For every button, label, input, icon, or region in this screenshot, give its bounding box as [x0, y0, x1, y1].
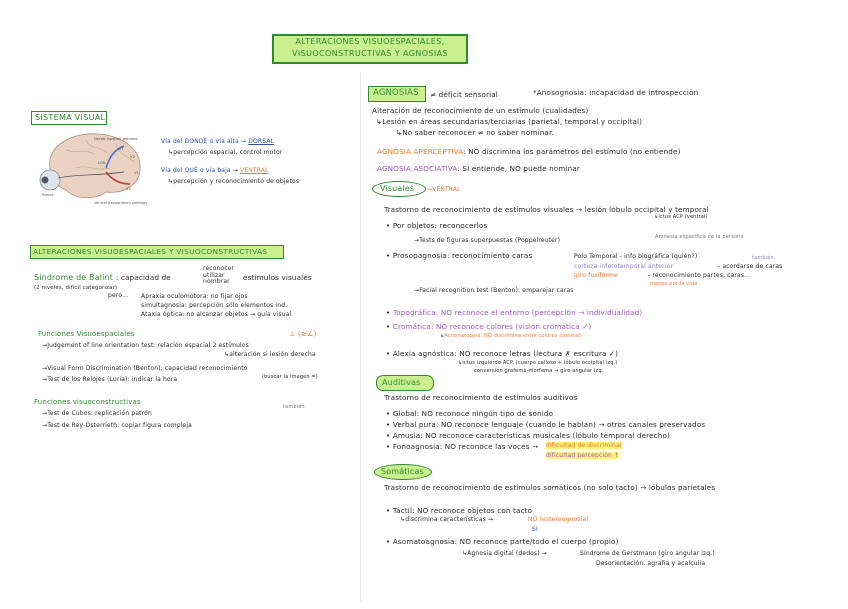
auditivas-intro: Trastorno de reconocimiento de estímulos auditivos — [384, 393, 578, 402]
aud-item-verbal: • Verbal pura: NO reconoce lenguaje (cuando le hablan) → otros canales preservados — [386, 420, 706, 429]
vis-item-alexia: • Alexia agnóstica: NO reconoce letras (lectura ✗ escritura ✓) — [386, 349, 619, 358]
somaticas-intro: Trastorno de reconocimiento de estímulos somáticos (no solo tacto) → lóbulos parietales — [384, 483, 716, 492]
visuales-intro: Trastorno de reconocimiento de estímulos visuales → lesión lóbulo occipital y temporal — [384, 205, 709, 214]
mt-label: MT — [118, 147, 124, 151]
agnosias-heading: AGNOSIAS — [373, 88, 419, 98]
vis-item-giro-fusiforme: giro fusiforme — [574, 272, 618, 279]
funciones-vis-item-1: →Judgement of line orientation test: relación espacial 2 estímulos — [42, 342, 249, 349]
funciones-vis-label: Funciones Visuoespaciales — [38, 330, 135, 338]
retina-label: Retina — [42, 193, 54, 197]
agnosia-asociativa: AGNOSIA ASOCIATIVA: SI entiende, NO puede nominar — [377, 164, 581, 173]
somaticas-heading: Somáticas — [381, 467, 424, 476]
title-line-2: VISUOCONSTRUCTIVAS Y AGNOSIAS — [291, 49, 449, 58]
page-title — [272, 34, 468, 64]
via-que: Vía del QUÉ o vía baja → VENTRAL — [161, 167, 269, 174]
aud-item-percepcion: dificultad percepción ↑ — [546, 452, 620, 459]
auditivas-heading: Auditivas — [382, 378, 421, 387]
vis-item-reconocimiento: - reconocimiento partes, caras… — [648, 272, 751, 279]
faint-note: también — [283, 404, 305, 410]
title-line-1: ALTERACIONES VISUOESPACIALES, — [295, 37, 445, 46]
ventral-label: Ventral (recognition) pathway — [94, 201, 148, 205]
vis-item-acordarse: - acordarse de caras — [718, 263, 783, 270]
via-donde: Vía del DONDE o vía alta → DORSAL — [161, 138, 275, 145]
anosognosia-note: *Anosognosia: incapacidad de introspección — [533, 88, 699, 97]
column-divider — [360, 72, 361, 602]
aud-item-amusia: • Amusia: NO reconoce características musicales (lóbulo temporal derecho) — [386, 431, 670, 440]
funciones-cons-label: Funciones visuoconstructivas — [34, 398, 141, 406]
v1-label: V1 — [134, 171, 139, 175]
visuales-heading: Visuales — [380, 184, 415, 193]
balint-desc: : capacidad de — [116, 273, 171, 282]
agnosia-def-3: ↳No saber reconocer ≠ no saber nominar. — [396, 128, 554, 137]
vis-item-conversion: conversión grafema-morfema → giro angular izq. — [474, 368, 604, 374]
som-item-gerstmann: Síndrome de Gerstmann (giro angular izq.) — [580, 550, 715, 557]
lgn-label: LGN — [98, 161, 106, 165]
balint-item-1: Apraxia oculomotora: no fijar ojos — [141, 293, 248, 300]
vis-item-ictus-izq: ↳ictus izquierdo ACP. (cuerpo calloso + lóbulo occipital izq.) — [458, 360, 618, 366]
dorsal-label: Dorsal (spatial) pathway — [94, 137, 139, 141]
vis-note-tambien: también — [752, 255, 774, 261]
balint-tail: estímulos visuales — [243, 273, 312, 282]
via-que-desc: ↳percepción y reconocimiento de objetos — [168, 178, 300, 185]
mark-note: ⊥ (≥∠) — [289, 329, 317, 338]
v2-label: V2 — [130, 155, 135, 159]
agnosia-aperceptiva: AGNOSIA APERCEPTIVA: NO discrimina los parámetros del estímulo (no entiende) — [377, 147, 681, 156]
vis-item-cromatica: • Cromática: NO reconoce colores (visión cromática ✓) — [386, 322, 592, 331]
via-donde-desc: ↳percepción espacial, control motor — [168, 149, 283, 156]
agnosias-heading-note: ≠ déficit sensorial — [430, 90, 498, 99]
vis-note-menos: menos por la vida — [650, 281, 698, 287]
aud-item-discriminar: dificultad de discriminar — [546, 442, 623, 449]
funciones-cons-item-2: →Test de Rey-Osterrieth: copiar figura compleja — [42, 422, 193, 429]
brain-visual-pathways-figure — [36, 128, 148, 208]
vis-item-topografica: • Topográfica: NO reconoce el entorno (percepción → individualidad) — [386, 308, 643, 317]
sistema-visual-heading: SISTEMA VISUAL — [35, 113, 106, 122]
alteraciones-heading: ALTERACIONES VISUOESPACIALES Y VISUOCONSTRUCTIVAS — [33, 247, 268, 256]
som-item-si: SI — [532, 526, 538, 533]
aud-item-fonoagnosia: • Fonoagnosia: NO reconoce las voces → — [386, 442, 539, 451]
agnosia-def-1: Alteración de reconocimiento de un estímulo (cualidades) — [372, 106, 589, 115]
v4-label: V4 — [126, 187, 131, 191]
vis-item-prosopagnosia: • Prosopagnosia: reconocimiento caras — [386, 251, 533, 260]
balint-item-2: simultagnosia: percepción sólo elementos ind. — [141, 302, 288, 309]
funciones-vis-item-4: (buscar la imagen =) — [262, 374, 318, 380]
funciones-vis-item-3: →Visual Form Discrimination (Benton): capacidad reconocimiento — [42, 365, 248, 372]
balint-pero: pero… — [108, 292, 129, 299]
vis-item-corteza: corteza inferotemporal anterior — [574, 263, 674, 270]
visuales-tag: →VENTRAL — [427, 186, 461, 193]
som-item-asomato: • Asomatoagnosia: NO reconoce parte/todo el cuerpo (propio) — [386, 537, 619, 546]
vis-item-facial: →Facial recognition test (Benton): emparejar caras — [414, 287, 574, 294]
som-item-discrimina: ↳discrimina características → — [400, 516, 494, 523]
balint-label: Síndrome de Balint — [34, 273, 114, 282]
balint-stack: reconocer utilizar nombrar — [203, 265, 235, 285]
balint-sub: (2 niveles, difícil categorizar) — [34, 285, 118, 291]
visuales-ictus: ↳ictus ACP (ventral) — [654, 214, 708, 220]
funciones-vis-item-2: ↳alteración si lesión derecha — [224, 351, 316, 358]
funciones-cons-item-1: →Test de Cubos: replicación patrón — [42, 410, 152, 417]
som-item-no: NO (estereognosia) — [528, 516, 589, 523]
funciones-vis-item-5: →Test de los Relojes (Luria): indicar la hora — [42, 376, 178, 383]
balint-item-3: Ataxia óptica: no alcanzar objetos → guía visual — [141, 311, 292, 318]
som-item-tactil: • Táctil: NO reconoce objetos con tacto — [386, 506, 533, 515]
vis-item-polo-temporal: Polo Temporal - info biográfica (quién?) — [574, 253, 698, 260]
agnosia-def-2: ↳Lesión en áreas secundarias/terciarias (parietal, temporal y occipital) — [376, 117, 643, 126]
vis-item-acromatopsia: ↳Acromatopsia: NO discrimina entre colores (central) — [440, 333, 582, 339]
vis-item-poppelreuter: →Tests de figuras superpuestas (Poppelreuter) — [414, 237, 561, 244]
vis-item-objetos: • Por objetos: reconocerlos — [386, 221, 488, 230]
aud-item-global: • Global: NO reconoce ningún tipo de sonido — [386, 409, 554, 418]
som-item-agnosia-digital: ↳Agnosia digital (dedos) → — [462, 550, 547, 557]
vis-item-amnesia: Amnesia específica de la persona — [655, 234, 744, 240]
som-item-desorientacion: Desorientación, agrafia y acalculia — [596, 560, 706, 567]
